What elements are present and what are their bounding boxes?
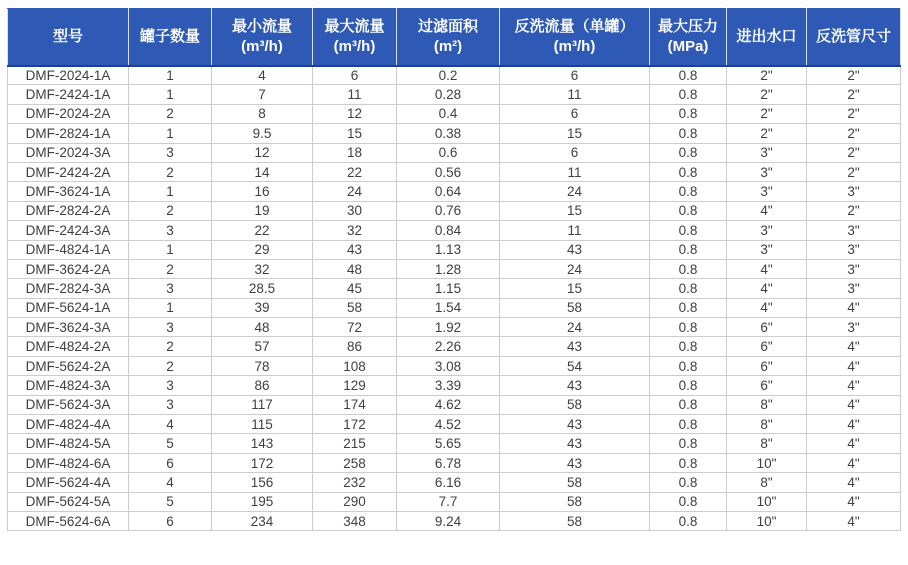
table-row	[8, 434, 901, 453]
table-row	[8, 337, 901, 356]
table-cell: 43	[500, 434, 650, 453]
table-cell: 0.64	[397, 182, 500, 201]
table-cell: 117	[212, 395, 313, 414]
table-cell: 32	[212, 259, 313, 278]
table-cell: 43	[500, 337, 650, 356]
table-cell: 19	[212, 201, 313, 220]
table-cell: 0.8	[650, 434, 727, 453]
table-cell: 1	[129, 66, 212, 85]
table-cell: 258	[313, 453, 397, 472]
table-cell: 3	[129, 376, 212, 395]
table-cell: 2"	[807, 201, 901, 220]
table-cell: DMF-2424-3A	[8, 221, 129, 240]
table-cell: 2"	[807, 85, 901, 104]
table-cell: DMF-2424-2A	[8, 162, 129, 181]
table-cell: 0.8	[650, 240, 727, 259]
table-cell: 115	[212, 415, 313, 434]
table-cell: 0.8	[650, 279, 727, 298]
table-cell: 3"	[727, 143, 807, 162]
table-row	[8, 511, 901, 530]
table-cell: 3	[129, 395, 212, 414]
table-cell: 3"	[727, 162, 807, 181]
table-row	[8, 124, 901, 143]
table-cell: 58	[313, 298, 397, 317]
table-row	[8, 376, 901, 395]
table-cell: 290	[313, 492, 397, 511]
table-cell: 7.7	[397, 492, 500, 511]
table-cell: 2	[129, 201, 212, 220]
table-cell: 3.39	[397, 376, 500, 395]
table-cell: 0.8	[650, 337, 727, 356]
table-cell: 0.4	[397, 104, 500, 123]
table-cell: 1.28	[397, 259, 500, 278]
table-cell: 4.52	[397, 415, 500, 434]
table-cell: 4"	[807, 415, 901, 434]
table-cell: 1	[129, 182, 212, 201]
table-cell: 4"	[807, 453, 901, 472]
table-header	[8, 9, 901, 66]
table-cell: 0.8	[650, 376, 727, 395]
table-cell: DMF-5624-2A	[8, 356, 129, 375]
table-body	[8, 66, 901, 531]
table-cell: 58	[500, 473, 650, 492]
column-header-4	[397, 9, 500, 66]
column-header-5	[500, 9, 650, 66]
column-unit: (m²)	[433, 37, 463, 55]
table-cell: 2"	[807, 124, 901, 143]
table-cell: 0.8	[650, 124, 727, 143]
table-cell: 11	[500, 221, 650, 240]
table-cell: 4"	[807, 337, 901, 356]
column-header-0	[8, 9, 129, 66]
table-row	[8, 473, 901, 492]
table-cell: 10"	[727, 511, 807, 530]
table-row	[8, 182, 901, 201]
table-cell: 3"	[727, 240, 807, 259]
column-label: 型号	[52, 27, 83, 45]
table-cell: 0.8	[650, 318, 727, 337]
table-cell: 8"	[727, 415, 807, 434]
header-row	[8, 9, 901, 66]
column-header-1	[129, 9, 212, 66]
table-cell: DMF-2824-3A	[8, 279, 129, 298]
table-cell: 4"	[807, 511, 901, 530]
table-row	[8, 492, 901, 511]
table-cell: 43	[500, 240, 650, 259]
table-row	[8, 240, 901, 259]
table-cell: 43	[500, 376, 650, 395]
table-cell: DMF-5624-4A	[8, 473, 129, 492]
table-cell: 24	[313, 182, 397, 201]
table-cell: DMF-3624-3A	[8, 318, 129, 337]
table-cell: 5	[129, 434, 212, 453]
table-cell: 6	[500, 143, 650, 162]
column-header-3	[313, 9, 397, 66]
table-cell: 9.24	[397, 511, 500, 530]
table-cell: 4"	[727, 259, 807, 278]
table-cell: 3	[129, 318, 212, 337]
table-cell: 58	[500, 511, 650, 530]
table-cell: 6.78	[397, 453, 500, 472]
table-cell: 22	[212, 221, 313, 240]
table-cell: 0.56	[397, 162, 500, 181]
table-cell: 6"	[727, 376, 807, 395]
table-cell: DMF-4824-3A	[8, 376, 129, 395]
table-row	[8, 85, 901, 104]
table-cell: 174	[313, 395, 397, 414]
table-cell: 4"	[807, 298, 901, 317]
table-cell: DMF-5624-5A	[8, 492, 129, 511]
table-cell: 172	[212, 453, 313, 472]
table-cell: 15	[313, 124, 397, 143]
table-cell: 0.8	[650, 473, 727, 492]
table-cell: 86	[212, 376, 313, 395]
table-cell: DMF-3624-2A	[8, 259, 129, 278]
table-cell: 0.84	[397, 221, 500, 240]
table-cell: 28.5	[212, 279, 313, 298]
table-cell: 4.62	[397, 395, 500, 414]
table-cell: 48	[313, 259, 397, 278]
table-cell: 234	[212, 511, 313, 530]
table-cell: 43	[313, 240, 397, 259]
table-cell: 2"	[727, 66, 807, 85]
table-cell: 48	[212, 318, 313, 337]
table-cell: DMF-2024-1A	[8, 66, 129, 85]
table-cell: 0.8	[650, 453, 727, 472]
table-cell: 24	[500, 259, 650, 278]
table-cell: 4"	[807, 434, 901, 453]
table-cell: 6"	[727, 356, 807, 375]
table-cell: 156	[212, 473, 313, 492]
table-cell: 29	[212, 240, 313, 259]
table-cell: 2"	[727, 104, 807, 123]
table-cell: 2"	[807, 162, 901, 181]
column-unit: (MPa)	[667, 37, 709, 55]
table-cell: 0.8	[650, 298, 727, 317]
table-cell: 72	[313, 318, 397, 337]
table-row	[8, 104, 901, 123]
table-cell: 3"	[807, 279, 901, 298]
table-cell: 0.8	[650, 395, 727, 414]
table-cell: 12	[313, 104, 397, 123]
column-label: 罐子数量	[139, 27, 200, 45]
table-cell: 4	[212, 66, 313, 85]
table-cell: 5	[129, 492, 212, 511]
table-cell: 0.38	[397, 124, 500, 143]
table-cell: 43	[500, 453, 650, 472]
table-cell: 3"	[807, 182, 901, 201]
table-cell: DMF-2824-2A	[8, 201, 129, 220]
table-cell: 4	[129, 473, 212, 492]
table-cell: 4"	[807, 492, 901, 511]
table-cell: DMF-4824-1A	[8, 240, 129, 259]
table-cell: 2"	[807, 143, 901, 162]
table-cell: 4"	[807, 473, 901, 492]
column-label: 最小流量	[231, 17, 292, 35]
table-cell: 10"	[727, 492, 807, 511]
table-cell: 2	[129, 337, 212, 356]
table-cell: 15	[500, 279, 650, 298]
table-cell: 15	[500, 201, 650, 220]
table-cell: 232	[313, 473, 397, 492]
table-row	[8, 298, 901, 317]
table-cell: 3"	[807, 240, 901, 259]
table-cell: 215	[313, 434, 397, 453]
column-unit: (m³/h)	[241, 37, 283, 55]
table-cell: 4"	[807, 356, 901, 375]
table-cell: DMF-2024-2A	[8, 104, 129, 123]
table-cell: 32	[313, 221, 397, 240]
table-cell: 0.8	[650, 492, 727, 511]
table-cell: 8"	[727, 434, 807, 453]
table-cell: 15	[500, 124, 650, 143]
table-cell: 24	[500, 318, 650, 337]
table-row	[8, 318, 901, 337]
table-cell: 195	[212, 492, 313, 511]
table-cell: 2"	[807, 66, 901, 85]
table-cell: 4"	[807, 395, 901, 414]
table-cell: 172	[313, 415, 397, 434]
table-cell: 6	[500, 104, 650, 123]
table-cell: 8"	[727, 395, 807, 414]
table-cell: 4	[129, 415, 212, 434]
table-cell: 4"	[727, 201, 807, 220]
table-cell: 2	[129, 162, 212, 181]
table-cell: 0.2	[397, 66, 500, 85]
table-cell: 0.8	[650, 415, 727, 434]
table-cell: DMF-3624-1A	[8, 182, 129, 201]
table-row	[8, 395, 901, 414]
table-cell: 6.16	[397, 473, 500, 492]
table-cell: 2"	[727, 124, 807, 143]
column-header-8	[807, 9, 901, 66]
table-row	[8, 356, 901, 375]
table-cell: 43	[500, 415, 650, 434]
table-cell: 1.15	[397, 279, 500, 298]
column-header-7	[727, 9, 807, 66]
table-cell: 108	[313, 356, 397, 375]
table-cell: 1.13	[397, 240, 500, 259]
table-cell: 0.8	[650, 511, 727, 530]
table-cell: 0.8	[650, 66, 727, 85]
table-cell: 3"	[727, 182, 807, 201]
table-cell: 0.8	[650, 104, 727, 123]
table-row	[8, 453, 901, 472]
table-cell: 10"	[727, 453, 807, 472]
table-cell: 4"	[807, 376, 901, 395]
table-cell: 6	[129, 453, 212, 472]
table-cell: 0.8	[650, 182, 727, 201]
column-label: 进出水口	[736, 27, 797, 45]
table-cell: 0.8	[650, 85, 727, 104]
table-cell: 1	[129, 298, 212, 317]
table-cell: 22	[313, 162, 397, 181]
table-cell: 14	[212, 162, 313, 181]
table-cell: 2	[129, 104, 212, 123]
table-cell: 54	[500, 356, 650, 375]
table-cell: 1	[129, 85, 212, 104]
table-row	[8, 279, 901, 298]
table-cell: 0.8	[650, 221, 727, 240]
table-cell: 16	[212, 182, 313, 201]
table-cell: 3"	[807, 221, 901, 240]
table-row	[8, 259, 901, 278]
table-cell: 143	[212, 434, 313, 453]
table-cell: 58	[500, 492, 650, 511]
table-cell: 5.65	[397, 434, 500, 453]
table-cell: 86	[313, 337, 397, 356]
table-cell: 6	[500, 66, 650, 85]
spec-table	[7, 8, 901, 531]
column-label: 反洗流量（单罐）	[514, 17, 635, 35]
table-cell: 11	[500, 162, 650, 181]
table-cell: DMF-4824-4A	[8, 415, 129, 434]
table-row	[8, 143, 901, 162]
column-unit: (m³/h)	[553, 37, 596, 55]
table-cell: 8"	[727, 473, 807, 492]
column-header-6	[650, 9, 727, 66]
table-cell: DMF-2024-3A	[8, 143, 129, 162]
table-cell: 2"	[727, 85, 807, 104]
table-cell: 6	[129, 511, 212, 530]
table-cell: 2"	[807, 104, 901, 123]
table-cell: 3"	[807, 259, 901, 278]
table-cell: DMF-2424-1A	[8, 85, 129, 104]
table-cell: 11	[313, 85, 397, 104]
table-cell: 6"	[727, 337, 807, 356]
table-cell: 7	[212, 85, 313, 104]
table-cell: 0.8	[650, 259, 727, 278]
table-cell: 348	[313, 511, 397, 530]
table-cell: 3	[129, 221, 212, 240]
table-cell: 18	[313, 143, 397, 162]
table-cell: 57	[212, 337, 313, 356]
table-cell: 45	[313, 279, 397, 298]
table-cell: 8	[212, 104, 313, 123]
table-row	[8, 66, 901, 85]
table-cell: DMF-5624-6A	[8, 511, 129, 530]
table-cell: 24	[500, 182, 650, 201]
table-cell: 3.08	[397, 356, 500, 375]
table-cell: 78	[212, 356, 313, 375]
table-cell: 2.26	[397, 337, 500, 356]
table-cell: 2	[129, 356, 212, 375]
table-cell: 129	[313, 376, 397, 395]
table-cell: 0.8	[650, 356, 727, 375]
table-cell: 3"	[727, 221, 807, 240]
table-cell: 4"	[727, 279, 807, 298]
column-label: 最大流量	[324, 17, 385, 35]
table-row	[8, 221, 901, 240]
table-cell: 3	[129, 143, 212, 162]
table-cell: 0.8	[650, 162, 727, 181]
table-cell: 12	[212, 143, 313, 162]
table-cell: 58	[500, 395, 650, 414]
table-cell: 58	[500, 298, 650, 317]
table-cell: 3	[129, 279, 212, 298]
table-cell: 30	[313, 201, 397, 220]
table-cell: 9.5	[212, 124, 313, 143]
table-cell: DMF-5624-3A	[8, 395, 129, 414]
table-cell: 0.76	[397, 201, 500, 220]
table-cell: 0.8	[650, 201, 727, 220]
table-cell: DMF-4824-6A	[8, 453, 129, 472]
table-cell: 0.6	[397, 143, 500, 162]
table-cell: DMF-4824-2A	[8, 337, 129, 356]
table-cell: 1	[129, 240, 212, 259]
table-cell: 1.92	[397, 318, 500, 337]
table-cell: 39	[212, 298, 313, 317]
column-label: 过滤面积	[417, 17, 478, 35]
column-header-2	[212, 9, 313, 66]
table-cell: 6"	[727, 318, 807, 337]
column-unit: (m³/h)	[333, 37, 376, 55]
table-cell: DMF-2824-1A	[8, 124, 129, 143]
table-cell: 3"	[807, 318, 901, 337]
table-row	[8, 201, 901, 220]
table-cell: 1	[129, 124, 212, 143]
table-cell: DMF-4824-5A	[8, 434, 129, 453]
table-row	[8, 415, 901, 434]
table-cell: 11	[500, 85, 650, 104]
column-label: 最大压力	[657, 17, 718, 35]
table-cell: 2	[129, 259, 212, 278]
table-cell: 1.54	[397, 298, 500, 317]
table-cell: DMF-5624-1A	[8, 298, 129, 317]
table-cell: 6	[313, 66, 397, 85]
column-label: 反洗管尺寸	[815, 27, 891, 45]
table-cell: 0.28	[397, 85, 500, 104]
table-cell: 0.8	[650, 143, 727, 162]
table-row	[8, 162, 901, 181]
table-cell: 4"	[727, 298, 807, 317]
